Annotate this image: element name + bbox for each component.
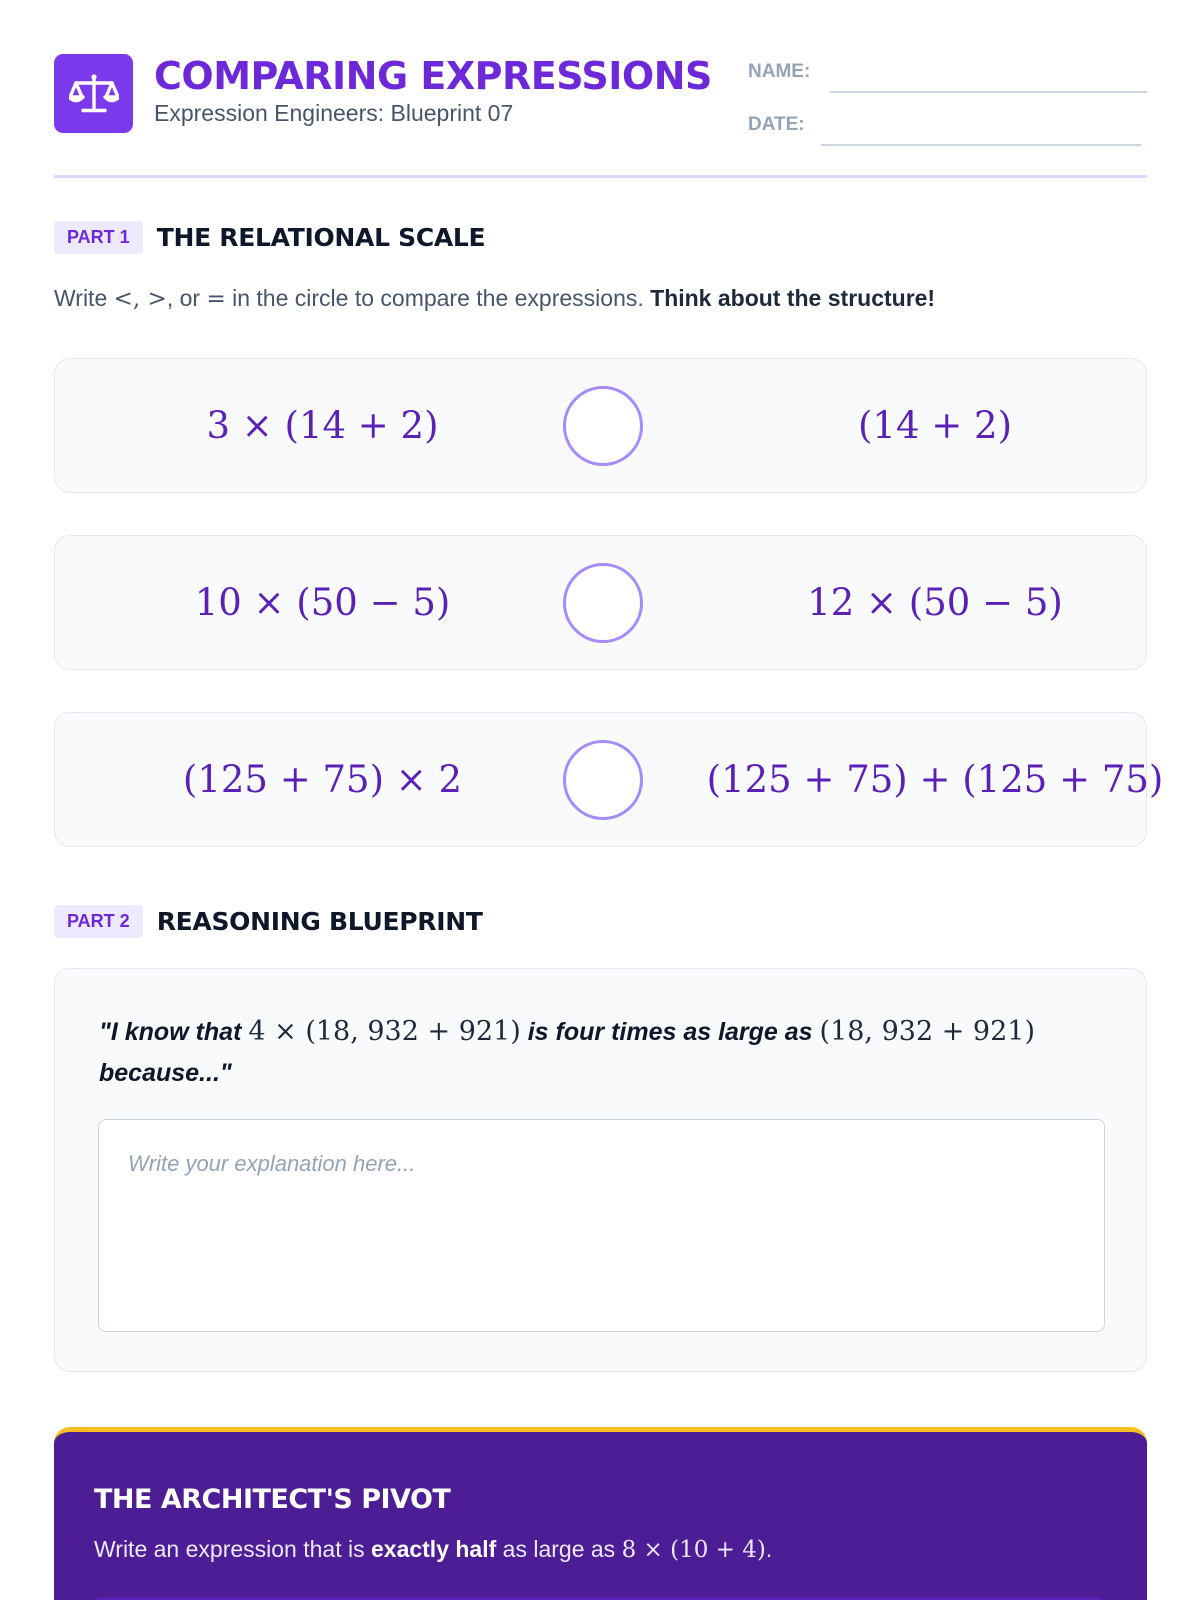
name-field[interactable] bbox=[830, 91, 1147, 93]
date-label: DATE: bbox=[748, 114, 805, 135]
explanation-input[interactable] bbox=[98, 1119, 1105, 1332]
right-expression: (125 + 75) + (125 + 75) bbox=[706, 758, 1164, 801]
right-expression: 12 × (50 − 5) bbox=[807, 581, 1063, 624]
part1-badge: PART 1 bbox=[54, 221, 143, 254]
instructions-emphasis: Think about the structure! bbox=[650, 285, 936, 311]
name-label: NAME: bbox=[748, 61, 811, 82]
pivot-text: Write an expression that is bbox=[94, 1536, 371, 1562]
architects-pivot-panel bbox=[54, 1427, 1147, 1600]
reasoning-card bbox=[54, 968, 1147, 1372]
pivot-title: THE ARCHITECT'S PIVOT bbox=[94, 1484, 451, 1515]
comparison-circle[interactable] bbox=[563, 386, 643, 466]
explanation-placeholder: Write your explanation here... bbox=[128, 1151, 416, 1176]
pivot-text: as large as bbox=[496, 1536, 622, 1562]
instructions-text: , or bbox=[166, 285, 207, 311]
comparison-circle[interactable] bbox=[563, 563, 643, 643]
instructions-symbols: <, > bbox=[113, 286, 167, 312]
prompt-text: is four times as large as bbox=[520, 1018, 820, 1046]
balance-scale-icon bbox=[69, 73, 119, 115]
part2-badge: PART 2 bbox=[54, 905, 143, 938]
worksheet-header bbox=[54, 54, 1147, 178]
prompt-text: "I know that bbox=[99, 1018, 249, 1046]
part1-title: THE RELATIONAL SCALE bbox=[156, 223, 486, 252]
pivot-expression: 8 × (10 + 4) bbox=[621, 1537, 766, 1563]
instructions-text: Write bbox=[54, 285, 114, 311]
part2-header bbox=[54, 905, 483, 938]
page-subtitle: Expression Engineers: Blueprint 07 bbox=[154, 100, 514, 126]
logo bbox=[54, 54, 133, 133]
date-field[interactable] bbox=[821, 144, 1141, 146]
left-expression: (125 + 75) × 2 bbox=[182, 758, 463, 801]
right-expression: (14 + 2) bbox=[857, 404, 1013, 447]
page-title: COMPARING EXPRESSIONS bbox=[154, 54, 712, 98]
comparison-card-2 bbox=[54, 535, 1147, 670]
part2-title: REASONING BLUEPRINT bbox=[156, 907, 483, 936]
comparison-card-1 bbox=[54, 358, 1147, 493]
comparison-circle[interactable] bbox=[563, 740, 643, 820]
left-expression: 3 × (14 + 2) bbox=[206, 404, 439, 447]
instructions-text: in the circle to compare the expressions. bbox=[225, 285, 651, 311]
part1-instructions bbox=[54, 285, 935, 312]
pivot-emphasis: exactly half bbox=[370, 1536, 497, 1562]
comparison-card-3 bbox=[54, 712, 1164, 847]
reasoning-prompt bbox=[99, 1011, 1099, 1094]
pivot-text: . bbox=[765, 1536, 773, 1562]
part1-header bbox=[54, 221, 485, 254]
pivot-instructions bbox=[94, 1536, 772, 1563]
left-expression: 10 × (50 − 5) bbox=[194, 581, 451, 624]
prompt-expression: (18, 932 + 921) bbox=[819, 1016, 1035, 1047]
prompt-text: because..." bbox=[99, 1059, 232, 1087]
prompt-expression: 4 × (18, 932 + 921) bbox=[248, 1016, 521, 1047]
instructions-symbol-equals: = bbox=[206, 286, 226, 312]
